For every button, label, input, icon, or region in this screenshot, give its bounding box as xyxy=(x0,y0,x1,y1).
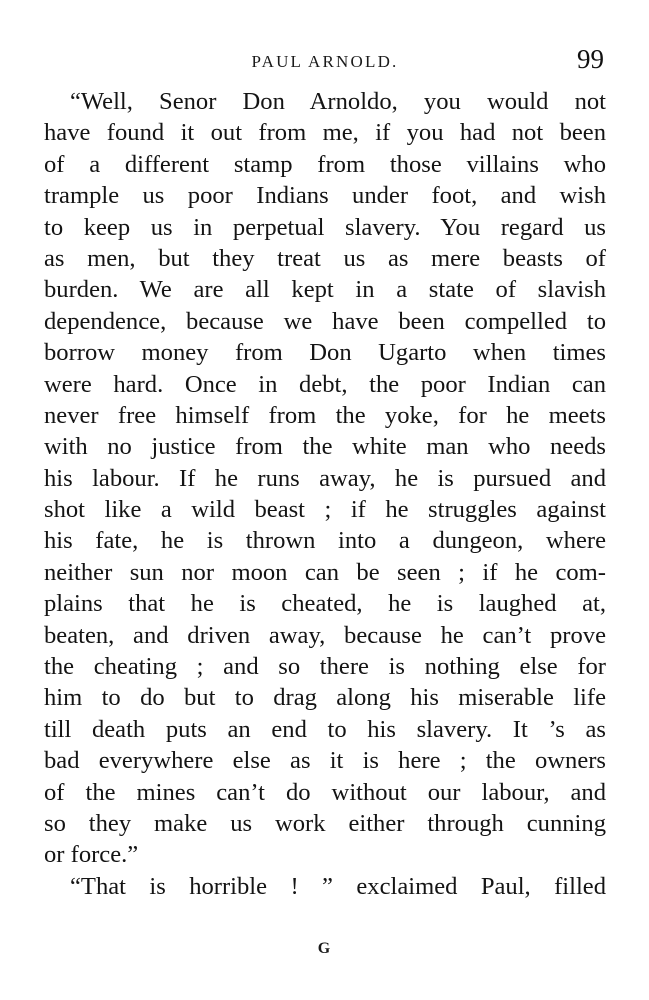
text-line: trample us poor Indians under foot, and wish xyxy=(44,182,606,210)
signature-mark: G xyxy=(317,940,332,957)
text-line: his fate, he is thrown into a dungeon, where xyxy=(44,527,606,555)
text-line: were hard. Once in debt, the poor Indian can xyxy=(44,370,606,398)
text-line: burden. We are all kept in a state of slavish xyxy=(44,276,606,304)
text-line: dependence, because we have been compelled to xyxy=(44,307,606,335)
text-line: with no justice from the white man who needs xyxy=(44,433,606,461)
running-title: PAUL ARNOLD. xyxy=(251,52,399,71)
text-line: him to do but to drag along his miserable life xyxy=(44,684,606,712)
page-number: 99 xyxy=(577,44,604,74)
text-line: to keep us in perpetual slavery. You regard us xyxy=(44,213,606,241)
text-line: plains that he is cheated, he is laughed at, xyxy=(44,590,606,618)
running-head xyxy=(44,44,606,78)
text-line: “Well, Senor Don Arnoldo, you would not xyxy=(70,88,606,115)
text-line: of a different stamp from those villains who xyxy=(44,150,606,178)
text-line: beaten, and driven away, because he can’t prove xyxy=(44,621,606,649)
text-line: “That is horrible ! ” exclaimed Paul, filled xyxy=(70,872,606,900)
text-line: bad everywhere else as it is here ; the owners xyxy=(44,747,606,775)
text-line: borrow money from Don Ugarto when times xyxy=(44,339,606,367)
text-line: his labour. If he runs away, he is pursued and xyxy=(44,464,606,492)
text-line: have found it out from me, if you had not been xyxy=(44,119,606,147)
text-line: so they make us work either through cunning xyxy=(44,809,606,837)
text-line: shot like a wild beast ; if he struggles against xyxy=(44,496,606,524)
body-text xyxy=(44,86,606,902)
text-line: till death puts an end to his slavery. It ’s as xyxy=(44,715,606,743)
text-line: the cheating ; and so there is nothing else for xyxy=(44,653,606,681)
text-line: or force.” xyxy=(44,841,139,869)
text-line: never free himself from the yoke, for he meets xyxy=(44,401,606,429)
text-line: neither sun nor moon can be seen ; if he com- xyxy=(44,558,606,586)
text-line: as men, but they treat us as mere beasts of xyxy=(44,244,606,272)
text-line: of the mines can’t do without our labour, and xyxy=(44,778,606,806)
